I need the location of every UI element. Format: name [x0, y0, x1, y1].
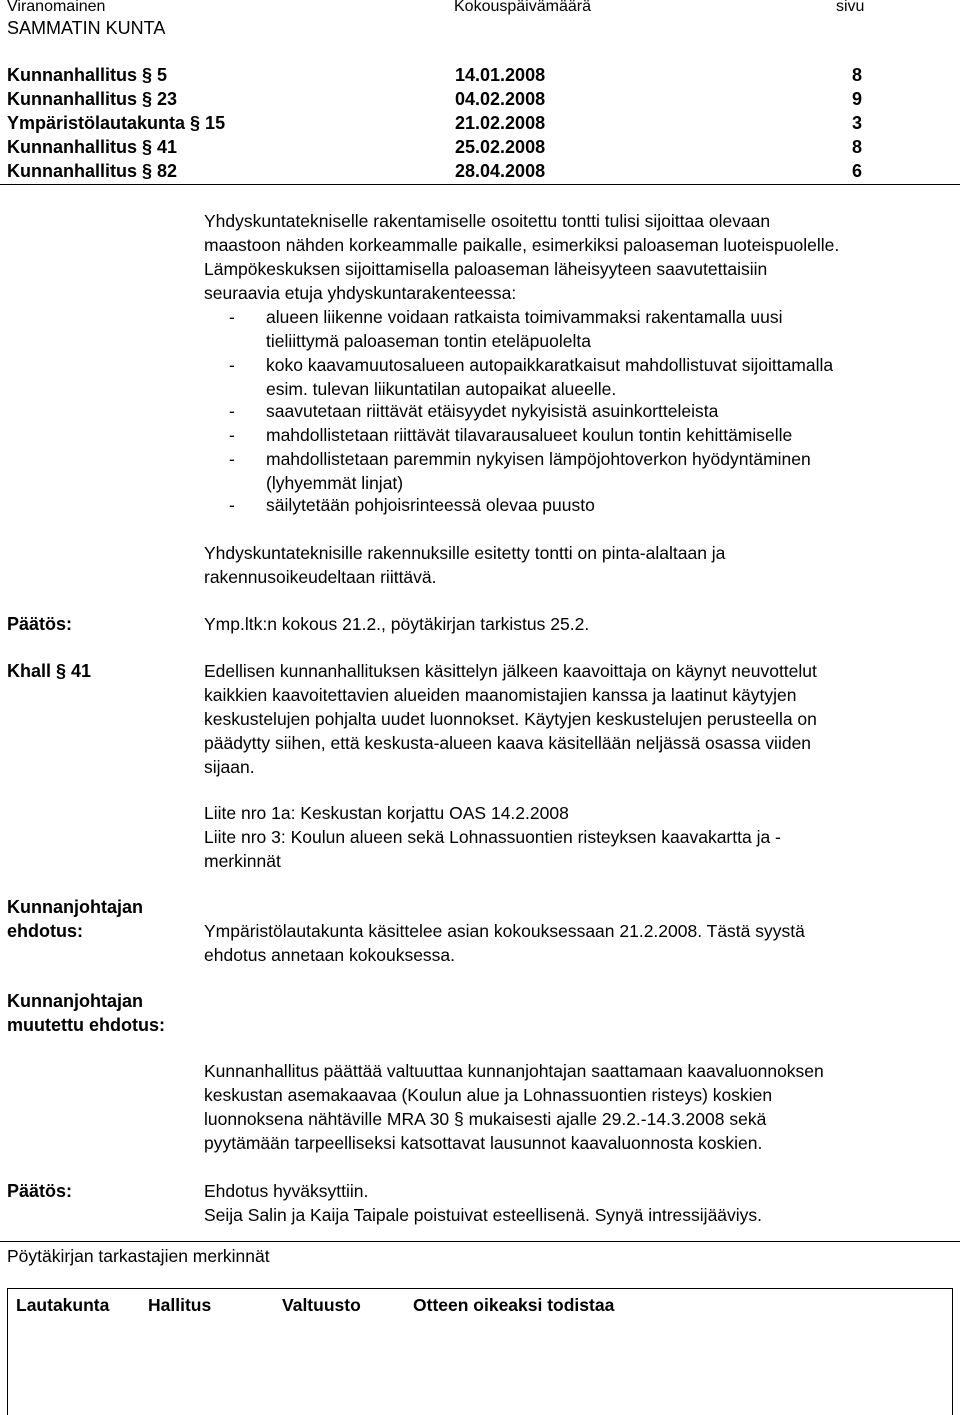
bullet-dash: - [229, 355, 235, 375]
footer-signature-box [7, 1288, 953, 1415]
modified-proposal-label: muutettu ehdotus: [7, 1015, 165, 1035]
bullet-text: tieliittymä paloaseman tontin eteläpuolelta [266, 331, 591, 351]
bullet-dash: - [229, 495, 235, 515]
meeting-body: Ympäristölautakunta § 15 [7, 113, 226, 133]
meeting-body: Kunnanhallitus § 41 [7, 137, 178, 157]
attachment-line: Liite nro 1a: Keskustan korjattu OAS 14.2.2008 [204, 803, 569, 823]
meeting-page: 9 [852, 89, 863, 109]
body-line: maastoon nähden korkeammalle paikalle, esimerkiksi paloaseman luoteispuolelle. [204, 235, 840, 255]
body-line: sijaan. [204, 757, 255, 777]
bullet-text: alueen liikenne voidaan ratkaista toimivammaksi rakentamalla uusi [266, 307, 783, 327]
body-line: Lämpökeskuksen sijoittamisella paloaseman läheisyyteen saavutettaisiin [204, 259, 768, 279]
body-line: rakennusoikeudeltaan riittävä. [204, 567, 437, 587]
meeting-page: 3 [852, 113, 863, 133]
proposal-label: Kunnanjohtajan [7, 897, 143, 917]
meeting-page: 8 [852, 137, 863, 157]
header-authority-label: Viranomainen [7, 0, 106, 15]
body-line: keskustelujen pohjalta uudet luonnokset. Käytyjen keskustelujen perusteella on [204, 709, 817, 729]
meeting-page: 8 [852, 65, 863, 85]
meeting-body: Kunnanhallitus § 5 [7, 65, 168, 85]
header-page-label: sivu [836, 0, 865, 15]
meeting-date: 28.04.2008 [455, 161, 546, 181]
meeting-page: 6 [852, 161, 863, 181]
bullet-text: saavutetaan riittävät etäisyydet nykyisistä asuinkortteleista [266, 401, 719, 421]
modified-proposal-label: Kunnanjohtajan [7, 991, 143, 1011]
decision-text: Seija Salin ja Kaija Taipale poistuivat esteellisenä. Synyä intressijääviys. [204, 1205, 763, 1225]
body-line: Kunnanhallitus päättää valtuuttaa kunnanjohtajan saattamaan kaavaluonnoksen [204, 1061, 824, 1081]
body-line: seuraavia etuja yhdyskuntarakenteessa: [204, 283, 517, 303]
body-line: Yhdyskuntateknisille rakennuksille esitetty tontti on pinta-alaltaan ja [204, 543, 726, 563]
organization-name: SAMMATIN KUNTA [7, 18, 166, 38]
body-line: Edellisen kunnanhallituksen käsittelyn jälkeen kaavoittaja on käynyt neuvottelut [204, 661, 817, 681]
body-line: keskustan asemakaavaa (Koulun alue ja Lohnassuontien risteys) koskien [204, 1085, 773, 1105]
bullet-dash: - [229, 401, 235, 421]
body-line: luonnoksena nähtäville MRA 30 § mukaisesti ajalle 29.2.-14.3.2008 sekä [204, 1109, 767, 1129]
bullet-text: koko kaavamuutosalueen autopaikkaratkaisut mahdollistuvat sijoittamalla [266, 355, 834, 375]
body-line: Yhdyskuntatekniselle rakentamiselle osoitettu tontti tulisi sijoittaa olevaan [204, 211, 771, 231]
attachment-line: merkinnät [204, 851, 281, 871]
bullet-dash: - [229, 307, 235, 327]
header-divider [0, 184, 960, 185]
footer-caption: Pöytäkirjan tarkastajien merkinnät [7, 1246, 270, 1266]
meeting-row [7, 136, 867, 160]
decision-text: Ymp.ltk:n kokous 21.2., pöytäkirjan tarkistus 25.2. [204, 614, 590, 634]
meeting-body: Kunnanhallitus § 23 [7, 89, 178, 109]
meeting-row [7, 160, 867, 184]
bullet-dash: - [229, 425, 235, 445]
footer-col-label: Valtuusto [282, 1295, 361, 1315]
meeting-row [7, 112, 867, 136]
decision-text: Ehdotus hyväksyttiin. [204, 1181, 369, 1201]
body-line: ehdotus annetaan kokouksessa. [204, 945, 456, 965]
body-line: Ympäristölautakunta käsittelee asian kokouksessaan 21.2.2008. Tästä syystä [204, 921, 805, 941]
bullet-text: mahdollistetaan riittävät tilavarausalueet koulun tontin kehittämiselle [266, 425, 793, 445]
footer-col-label: Lautakunta [16, 1295, 110, 1315]
meeting-row [7, 88, 867, 112]
bullet-text: esim. tulevan liikuntatilan autopaikat alueelle. [266, 379, 617, 399]
attachment-line: Liite nro 3: Koulun alueen sekä Lohnassuontien risteyksen kaavakartta ja - [204, 827, 781, 847]
decision-label: Päätös: [7, 614, 73, 634]
meeting-date: 14.01.2008 [455, 65, 546, 85]
header-date-label: Kokouspäivämäärä [454, 0, 591, 15]
footer-col-label: Otteen oikeaksi todistaa [413, 1295, 615, 1315]
body-line: pyytämään tarpeelliseksi katsottavat lausunnot kaavaluonnosta koskien. [204, 1133, 763, 1153]
meeting-date: 21.02.2008 [455, 113, 546, 133]
bullet-dash: - [229, 449, 235, 469]
body-line: päädytty siihen, että keskusta-alueen kaava käsitellään neljässä osassa viiden [204, 733, 812, 753]
footer-divider [0, 1241, 960, 1242]
meeting-row [7, 64, 867, 88]
body-line: kaikkien kaavoitettavien alueiden maanomistajien kanssa ja laatinut käytyjen [204, 685, 797, 705]
section-label: Khall § 41 [7, 661, 92, 681]
footer-col-label: Hallitus [148, 1295, 212, 1315]
bullet-text: säilytetään pohjoisrinteessä olevaa puusto [266, 495, 595, 515]
proposal-label: ehdotus: [7, 921, 83, 941]
meeting-date: 04.02.2008 [455, 89, 546, 109]
bullet-text: mahdollistetaan paremmin nykyisen lämpöjohtoverkon hyödyntäminen [266, 449, 811, 469]
meeting-date: 25.02.2008 [455, 137, 546, 157]
meeting-body: Kunnanhallitus § 82 [7, 161, 178, 181]
decision-label: Päätös: [7, 1181, 73, 1201]
bullet-text: (lyhyemmät linjat) [266, 473, 404, 493]
